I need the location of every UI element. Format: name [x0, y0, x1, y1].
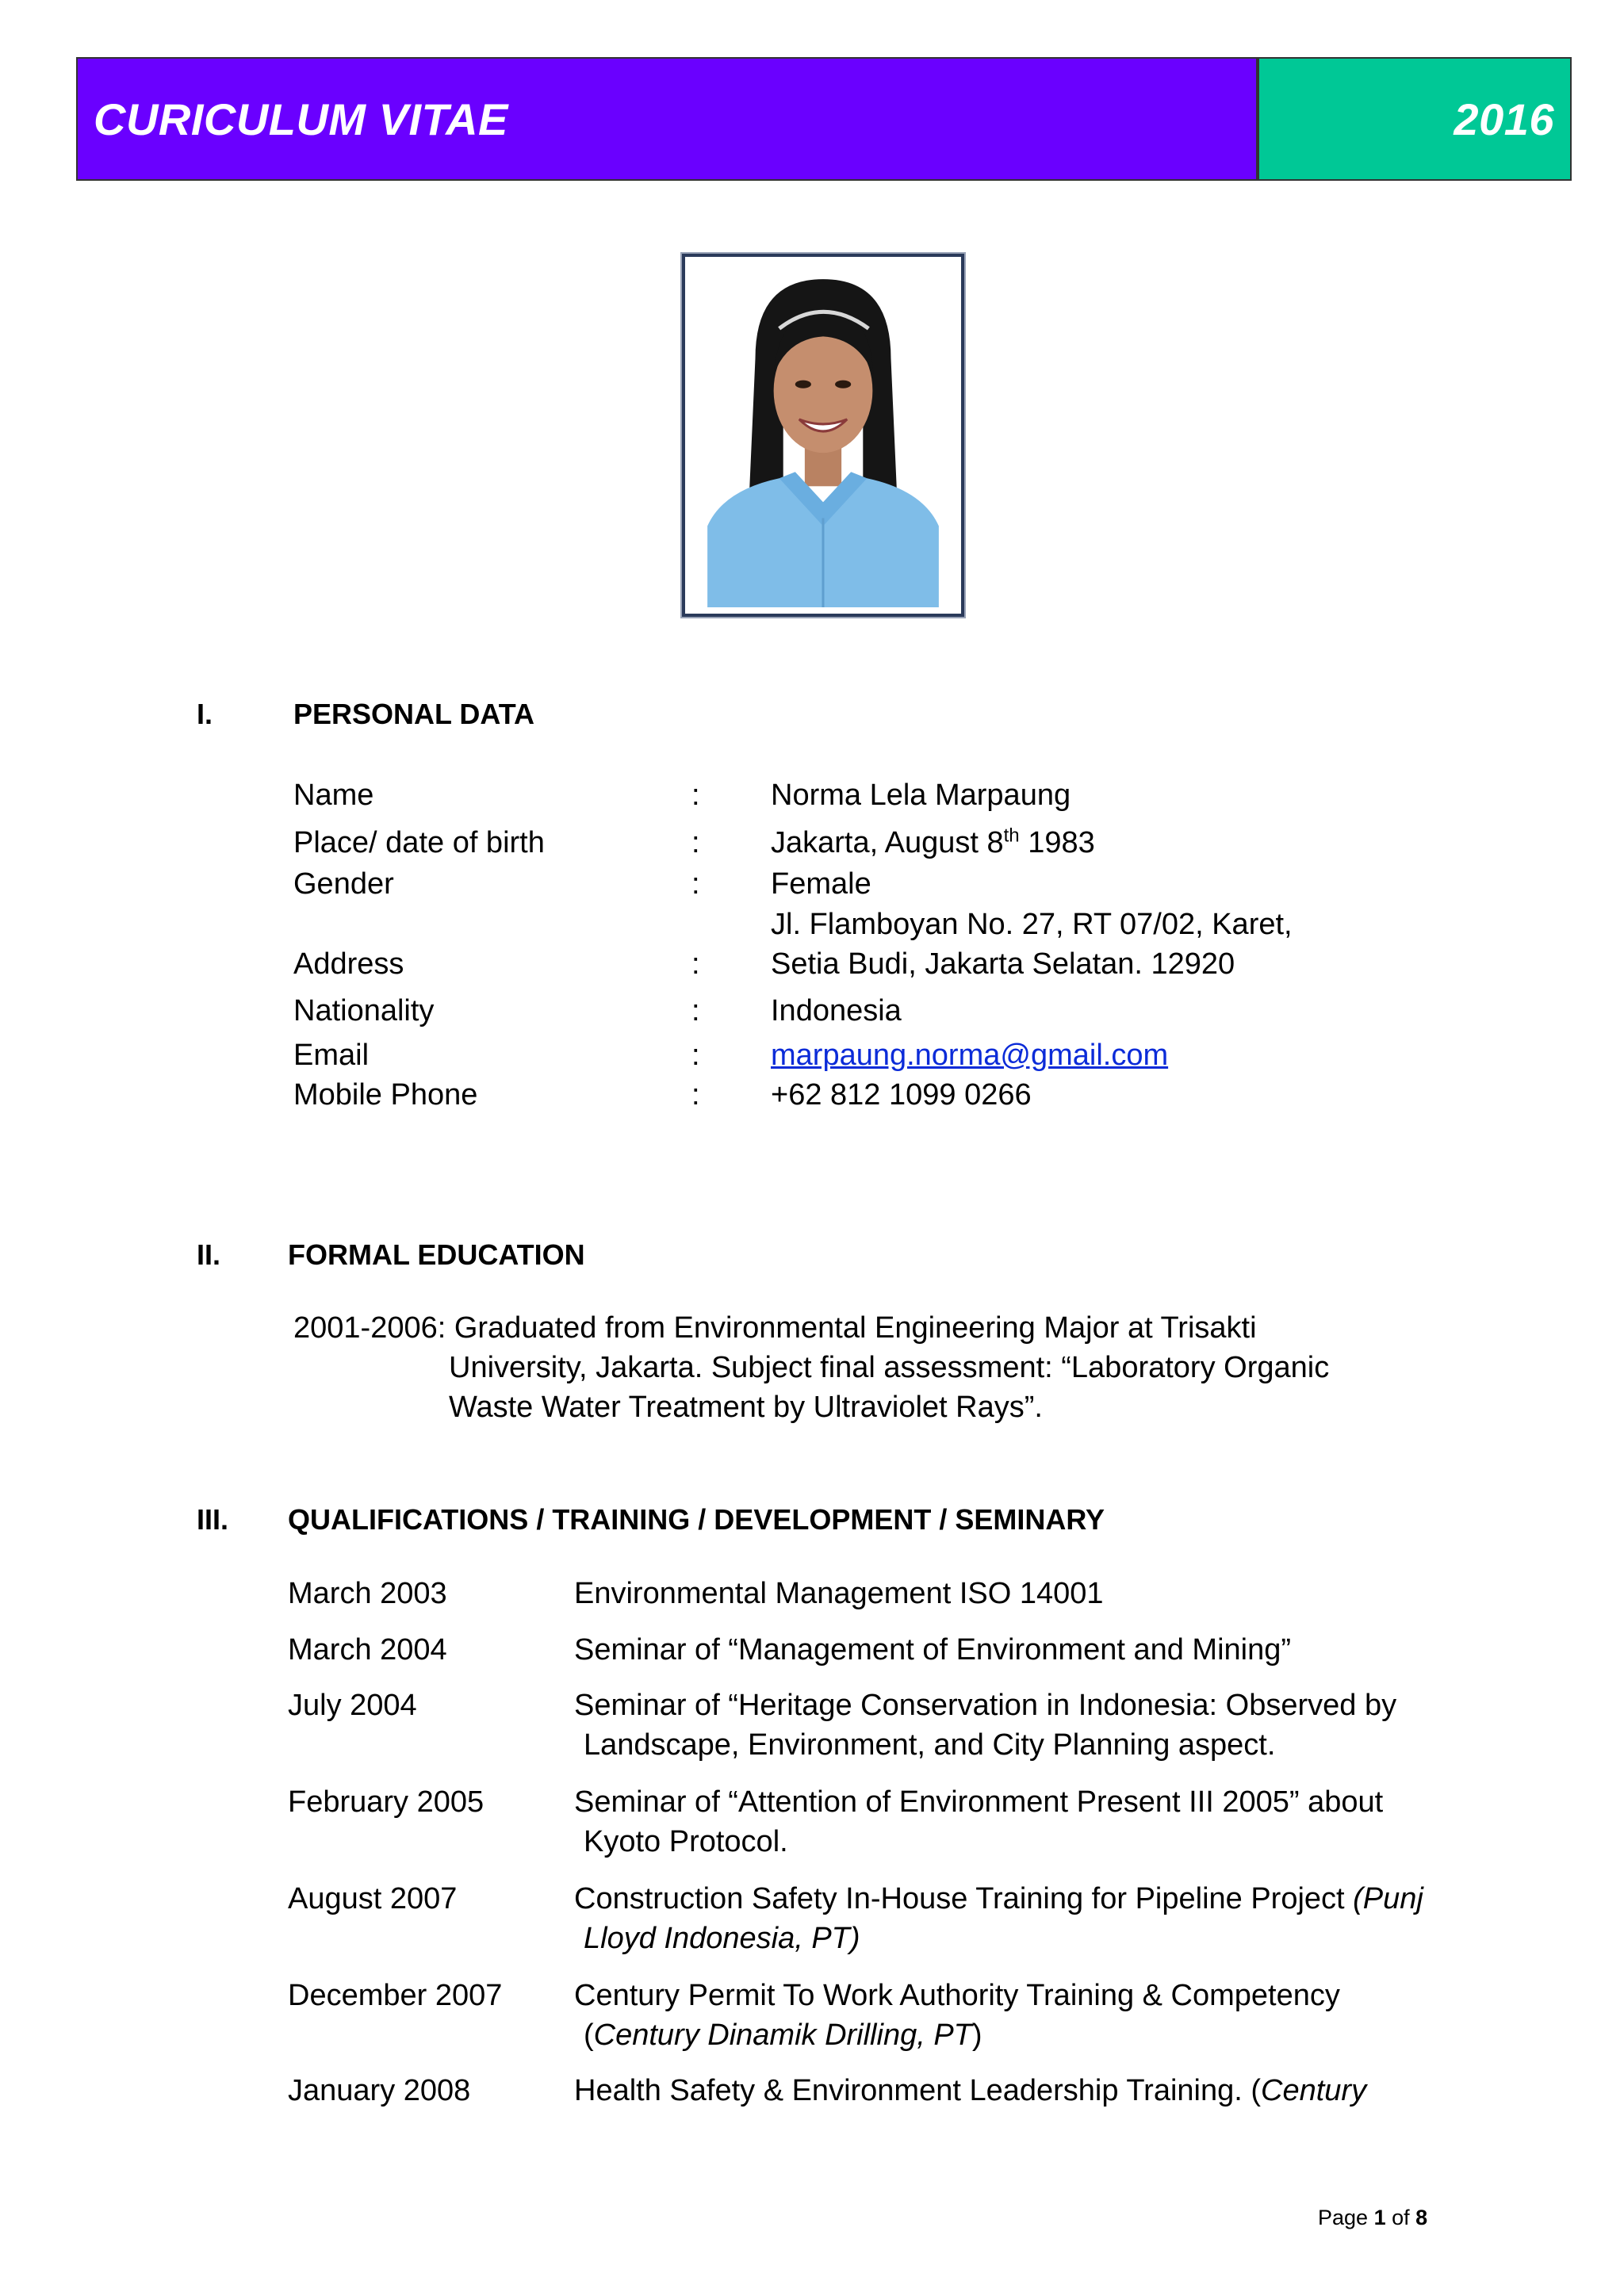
document-title: CURICULUM VITAE: [94, 94, 508, 144]
page-current: 1: [1373, 2206, 1386, 2229]
qualification-desc: Environmental Management ISO 14001: [574, 1577, 1104, 1610]
section-number-qualifications: III.: [197, 1503, 229, 1536]
nationality-label: Nationality: [293, 994, 435, 1027]
section-title-personal: PERSONAL DATA: [293, 698, 535, 730]
phone-label: Mobile Phone: [293, 1078, 478, 1112]
section-title-education: FORMAL EDUCATION: [288, 1238, 585, 1271]
qualification-desc: Seminar of “Attention of Environment Present III 2005” about: [574, 1785, 1384, 1819]
gender-label: Gender: [293, 867, 394, 901]
birth-sep: :: [691, 826, 700, 859]
qualification-desc-text: Health Safety & Environment Leadership Training. (: [574, 2074, 1262, 2107]
phone-value: +62 812 1099 0266: [771, 1078, 1032, 1112]
page-word: Page: [1318, 2206, 1369, 2229]
portrait-photo-icon: [691, 263, 955, 607]
email-label: Email: [293, 1039, 370, 1072]
qualification-date: January 2008: [288, 2074, 471, 2107]
section-title-qualifications: QUALIFICATIONS / TRAINING / DEVELOPMENT / SEMINARY: [288, 1503, 1105, 1536]
name-sep: :: [691, 779, 700, 812]
birth-value: [771, 823, 1095, 863]
qualification-desc: Century Permit To Work Authority Training & Competency: [574, 1979, 1340, 2012]
education-line-1: 2001-2006: Graduated from Environmental Engineering Major at Trisakti: [293, 1311, 1257, 1345]
birth-value-date: Jakarta, August 8: [771, 826, 1004, 859]
gender-sep: :: [691, 867, 700, 901]
qualification-desc: Seminar of “Heritage Conservation in Indonesia: Observed by: [574, 1689, 1397, 1722]
qualification-desc-cont: Lloyd Indonesia, PT): [584, 1922, 860, 1955]
qualification-desc: [574, 2071, 1366, 2110]
gender-value: Female: [771, 867, 871, 901]
address-label: Address: [293, 947, 404, 981]
page-number: [1318, 2206, 1427, 2230]
qualification-desc-cont: Landscape, Environment, and City Planning aspect.: [584, 1728, 1276, 1762]
qualification-desc: [574, 1879, 1423, 1919]
name-label: Name: [293, 779, 374, 812]
qualification-date: July 2004: [288, 1689, 417, 1722]
nationality-sep: :: [691, 994, 700, 1027]
page-total: 8: [1415, 2206, 1428, 2229]
nationality-value: Indonesia: [771, 994, 902, 1027]
qualification-desc-text: Construction Safety In-House Training for Pipeline Project: [574, 1882, 1354, 1915]
qualification-desc-company: Century: [1261, 2074, 1367, 2107]
address-sep: :: [691, 947, 700, 981]
email-sep: :: [691, 1039, 700, 1072]
of-word: of: [1392, 2206, 1410, 2229]
phone-sep: :: [691, 1078, 700, 1112]
paren-open: (: [584, 2019, 594, 2052]
qualification-desc: Seminar of “Management of Environment and Mining”: [574, 1633, 1292, 1667]
portrait-photo: [682, 254, 964, 617]
banner-year-cell: [1259, 59, 1570, 179]
qualification-desc-cont: Kyoto Protocol.: [584, 1825, 788, 1858]
banner-title-cell: [78, 59, 1259, 179]
birth-label: Place/ date of birth: [293, 826, 545, 859]
section-number-personal: I.: [197, 698, 213, 730]
section-number-education: II.: [197, 1238, 221, 1271]
qualification-date: March 2003: [288, 1577, 447, 1610]
education-line-3: Waste Water Treatment by Ultraviolet Rays”.: [449, 1391, 1043, 1424]
qualification-date: December 2007: [288, 1979, 503, 2012]
qualification-desc-company: (Punj: [1353, 1882, 1423, 1915]
name-value: Norma Lela Marpaung: [771, 779, 1071, 812]
birth-value-year: 1983: [1019, 826, 1095, 859]
qualification-date: August 2007: [288, 1882, 458, 1915]
title-banner: [76, 57, 1572, 181]
qualification-desc-cont: [584, 2015, 982, 2055]
address-line-2: Setia Budi, Jakarta Selatan. 12920: [771, 947, 1235, 981]
qualification-desc-company: Century Dinamik Drilling, PT: [593, 2019, 972, 2052]
email-link[interactable]: marpaung.norma@gmail.com: [771, 1039, 1169, 1072]
qualification-date: February 2005: [288, 1785, 485, 1819]
paren-close: ): [971, 2019, 982, 2052]
education-line-2: University, Jakarta. Subject final assessment: “Laboratory Organic: [449, 1351, 1330, 1384]
document-year: 2016: [1454, 94, 1554, 144]
qualification-date: March 2004: [288, 1633, 447, 1667]
address-line-1: Jl. Flamboyan No. 27, RT 07/02, Karet,: [771, 908, 1293, 941]
birth-value-ordinal: th: [1003, 825, 1020, 847]
